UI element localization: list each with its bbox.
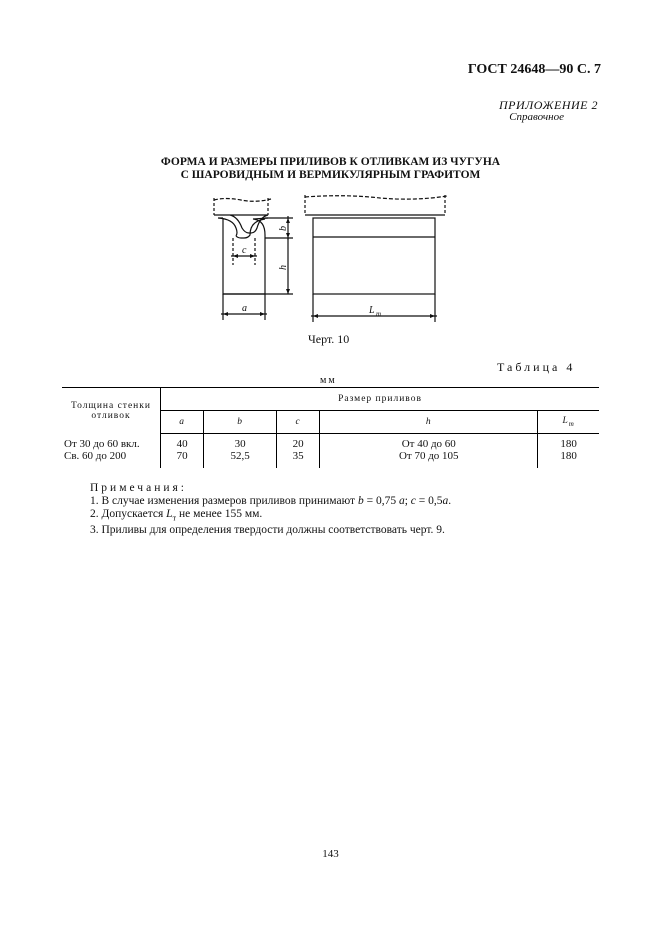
table-caption: Таблица 4 — [497, 360, 576, 374]
note-1: 1. В случае изменения размеров приливов принимают b = 0,75 a; c = 0,5a. — [90, 495, 452, 507]
document-header: ГОСТ 24648—90 С. 7 — [467, 62, 601, 77]
table-units: мм — [320, 375, 337, 386]
title-line-2: С ШАРОВИДНЫМ И ВЕРМИКУЛЯРНЫМ ГРАФИТОМ — [180, 169, 481, 181]
title-line-1: ФОРМА И РАЗМЕРЫ ПРИЛИВОВ К ОТЛИВКАМ ИЗ ЧУГУНА — [160, 156, 501, 168]
left-casting-top-wave — [214, 199, 271, 202]
notes-block — [90, 482, 451, 537]
technical-drawing — [205, 190, 455, 330]
col-group-header: Размер приливов — [161, 388, 600, 411]
table-row: От 30 до 60 вкл. 40 30 20 От 40 до 60 180 — [62, 434, 599, 451]
col-wall-thickness-header: Толщина стенки отливок — [62, 388, 161, 434]
appendix-type: Справочное — [509, 111, 564, 123]
note-2: 2. Допускается $L_т$ не менее 155 мм. — [90, 508, 263, 523]
col-header-c: c — [277, 411, 320, 434]
label-lt: L — [369, 305, 375, 316]
figure-caption: Черт. 10 — [308, 332, 350, 346]
label-c: c — [242, 245, 247, 256]
notes-title: Примечания: — [90, 482, 187, 494]
page-number: 143 — [322, 848, 339, 860]
col-header-b: b — [204, 411, 277, 434]
col-header-h: h — [320, 411, 538, 434]
col-header-lt: $L_т$ — [538, 411, 599, 434]
note-3: 3. Приливы для определения твердости должны соответствовать черт. 9. — [90, 524, 445, 537]
label-lt-sub: т — [376, 310, 382, 318]
right-sample-body — [313, 218, 435, 294]
table-row: Св. 60 до 200 70 52,5 35 От 70 до 105 180 — [62, 450, 599, 468]
label-b: b — [278, 226, 289, 231]
label-h: h — [278, 265, 289, 270]
appendix-label: ПРИЛОЖЕНИЕ 2 — [499, 98, 598, 112]
col-header-a: a — [161, 411, 204, 434]
label-a: a — [242, 303, 247, 314]
dimensions-table — [62, 387, 599, 468]
